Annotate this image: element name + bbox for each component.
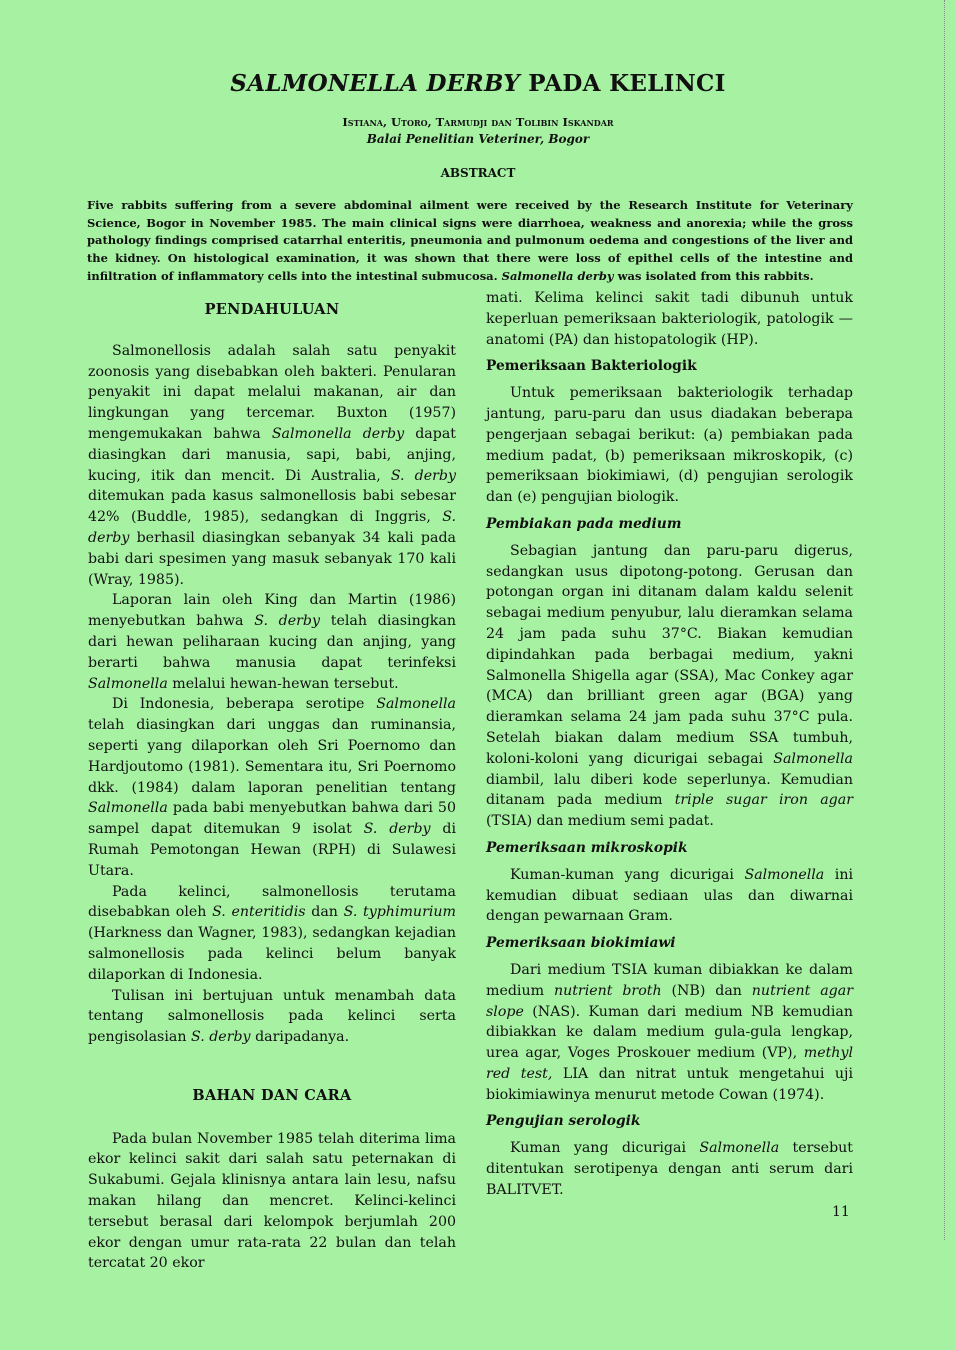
subheading-bakteriologik: Pemeriksaan Bakteriologik	[486, 358, 697, 375]
paragraph: Untuk pemeriksaan bakteriologik terhadap jantung, paru-paru dan usus diadakan beberapa pengerjaan sebagai berikut: (a) pembiakan pada medium padat, (b) pemeriksaan mikroskopik, (c) pemeriksaan biokimiawi, (d) pengujian serologik dan (e) pengujian biologik.	[486, 385, 853, 506]
affiliation: Balai Penelitian Veteriner, Bogor	[366, 132, 590, 146]
paragraph: Dari medium TSIA kuman dibiakkan ke dalam medium nutrient broth (NB) dan nutrient agar slope (NAS). Kuman dari medium NB kemudian dibiakkan ke dalam medium gula-gula lengkap, urea agar, Voges Proskouer medium (VP), methyl red test, LIA dan nitrat untuk mengetahui uji biokimiawinya menurut metode Cowan (1974).	[486, 961, 853, 1103]
abstract-species: Salmonella derby	[501, 268, 614, 283]
abstract-text-part: Five rabbits suffering from a severe abdominal ailment were received by the Research Institute for Veterinary Science, Bogor in November 1985. The main clinical signs were diarrhoea, weakness and anorexia; while the gross pathology findings comprised catarrhal enteritis, pneumonia and pulmonum oedema and congestions of the liver and the kidney. On histological examination, it was shown that there were loss of epithel cells of the intestine and infiltration of inflammatory cells into the intestinal submucosa.	[87, 198, 853, 283]
abstract-text-part: was isolated from this rabbits.	[613, 268, 814, 283]
subheading-serologik: Pengujian serologik	[486, 1113, 641, 1130]
article-title	[0, 70, 956, 97]
author-list: Istiana, Utoro, Tarmudji dan Tolibin Iskandar	[342, 115, 614, 129]
subheading-biokimiawi: Pemeriksaan biokimiawi	[486, 935, 676, 952]
paragraph-continued: mati. Kelima kelinci sakit tadi dibunuh untuk keperluan pemeriksaan bakteriologik, patologik — anatomi (PA) dan histopatologik (HP).	[486, 290, 853, 348]
paragraph: Tulisan ini bertujuan untuk menambah data tentang salmonellosis pada kelinci serta pengisolasian S. derby daripadanya.	[88, 987, 456, 1046]
section-heading-pendahuluan: PENDAHULUAN	[204, 301, 340, 318]
paragraph: Pada kelinci, salmonellosis terutama disebabkan oleh S. enteritidis dan S. typhimurium (Harkness dan Wagner, 1983), sedangkan kejadian salmonellosis pada kelinci belum banyak dilaporkan di Indonesia.	[88, 883, 456, 983]
paragraph: Di Indonesia, beberapa serotipe Salmonella telah diasingkan dari unggas dan ruminansia, seperti yang dilaporkan oleh Sri Poernomo dan Hardjoutomo (1981). Sementara itu, Sri Poernomo dkk. (1984) dalam laporan penelitian tentang Salmonella pada babi menyebutkan bahwa dari 50 sampel dapat ditemukan 9 isolat S. derby di Rumah Pemotongan Hewan (RPH) di Sulawesi Utara.	[88, 696, 456, 879]
title-species: SALMONELLA DERBY	[230, 70, 520, 97]
paragraph: Pada bulan November 1985 telah diterima lima ekor kelinci sakit dari salah satu peternakan di Sukabumi. Gejala klinisnya antara lain lesu, nafsu makan hilang dan mencret. Kelinci-kelinci tersebut berasal dari kelompok berjumlah 200 ekor dengan umur rata-rata 22 bulan dan telah tercatat 20 ekor	[88, 1130, 456, 1272]
paragraph: Salmonellosis adalah salah satu penyakit zoonosis yang disebabkan oleh bakteri. Penularan penyakit ini dapat melalui makanan, air dan lingkungan yang tercemar. Buxton (1957) mengemukakan bahwa Salmonella derby dapat diasingkan dari manusia, sapi, babi, anjing, kucing, itik dan mencit. Di Australia, S. derby ditemukan pada kasus salmonellosis babi sebesar 42% (Buddle, 1985), sedangkan di Inggris, S. derby berhasil diasingkan sebanyak 34 kali pada babi dari spesimen yang masuk sebanyak 170 kali (Wray, 1985).	[88, 342, 456, 588]
abstract-text	[87, 197, 853, 286]
paragraph: Kuman yang dicurigai Salmonella tersebut ditentukan serotipenya dengan anti serum dari BALITVET.	[486, 1140, 853, 1198]
scan-edge-line	[944, 0, 945, 1240]
paragraph: Kuman-kuman yang dicurigai Salmonella ini kemudian dibuat sediaan ulas dan diwarnai dengan pewarnaan Gram.	[486, 866, 853, 925]
paragraph: Sebagian jantung dan paru-paru digerus, sedangkan usus dipotong-potong. Gerusan dan potongan organ ini ditanam dalam kaldu selenit sebagai medium penyubur, lalu dieramkan selama 24 jam pada suhu 37°C. Biakan kemudian dipindahkan pada berbagai medium, yakni Salmonella Shigella agar (SSA), Mac Conkey agar (MCA) dan brilliant green agar (BGA) yang dieramkan selama 24 jam pada suhu 37°C pula. Setelah biakan dalam medium SSA tumbuh, koloni-koloni yang dicurigai sebagai Salmonella diambil, lalu diberi kode seperlunya. Kemudian ditanam pada medium triple sugar iron agar (TSIA) dan medium semi padat.	[486, 542, 853, 830]
title-rest: PADA KELINCI	[520, 70, 726, 97]
abstract-heading: ABSTRACT	[440, 166, 516, 180]
section-heading-bahan: BAHAN DAN CARA	[192, 1086, 352, 1104]
right-column	[486, 288, 853, 1201]
subheading-pembiakan: Pembiakan pada medium	[486, 515, 682, 532]
paragraph: Laporan lain oleh King dan Martin (1986) menyebutkan bahwa S. derby telah diasingkan dari hewan peliharaan kucing dan anjing, yang berarti bahwa manusia dapat terinfeksi Salmonella melalui hewan-hewan tersebut.	[88, 592, 457, 692]
left-column	[88, 300, 456, 1274]
subheading-mikroskopik: Pemeriksaan mikroskopik	[486, 839, 688, 856]
page-number: 11	[832, 1204, 850, 1220]
